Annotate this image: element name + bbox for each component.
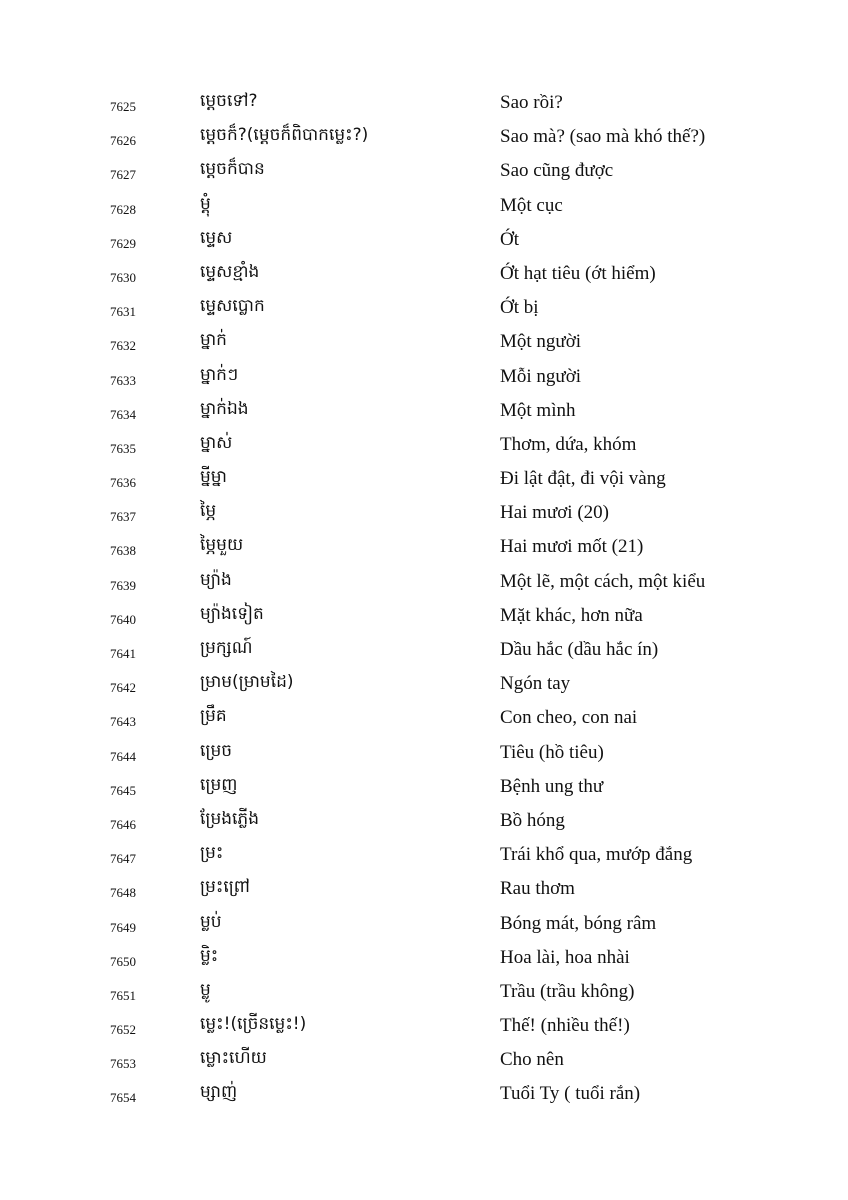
- khmer-term: ម្ទេស: [200, 227, 233, 248]
- vietnamese-translation: Trái khổ qua, mướp đắng: [500, 844, 693, 866]
- entry-number: 7631: [110, 304, 136, 320]
- entry-number: 7653: [110, 1056, 136, 1072]
- vietnamese-translation: Con cheo, con nai: [500, 707, 638, 729]
- entry-number: 7643: [110, 714, 136, 730]
- list-item: [0, 566, 848, 600]
- list-item: [0, 839, 848, 873]
- khmer-term: ម្នាក់ឯង: [200, 398, 249, 419]
- entry-list: [0, 87, 848, 1113]
- vietnamese-translation: Ớt bị: [500, 297, 539, 319]
- list-item: [0, 873, 848, 907]
- entry-number: 7635: [110, 440, 136, 456]
- vietnamese-translation: Tiêu (hồ tiêu): [500, 741, 604, 763]
- vietnamese-translation: Ớt: [500, 228, 519, 250]
- entry-number: 7642: [110, 680, 136, 696]
- vietnamese-translation: Mặt khác, hơn nữa: [500, 604, 643, 626]
- entry-number: 7644: [110, 748, 136, 764]
- khmer-term: ម្នាស់: [200, 432, 233, 453]
- vietnamese-translation: Rau thơm: [500, 878, 575, 900]
- entry-number: 7625: [110, 99, 136, 114]
- vietnamese-translation: Ngón tay: [500, 673, 571, 695]
- list-item: [0, 292, 848, 326]
- list-item: [0, 531, 848, 565]
- entry-number: 7650: [110, 953, 136, 969]
- khmer-term: ម្រះព្រៅ: [200, 877, 250, 898]
- khmer-term: ម្លោះហើយ: [200, 1048, 267, 1069]
- entry-number: 7649: [110, 919, 136, 935]
- khmer-term: ម្រះ: [200, 843, 224, 864]
- vietnamese-translation: Sao rồi?: [500, 92, 563, 113]
- vietnamese-translation: Thế! (nhiều thế!): [500, 1015, 630, 1037]
- entry-number: 7647: [110, 851, 136, 867]
- vietnamese-translation: Một mình: [500, 399, 576, 421]
- list-item: [0, 497, 848, 531]
- list-item: [0, 771, 848, 805]
- entry-number: 7639: [110, 577, 136, 593]
- list-item: [0, 737, 848, 771]
- list-item: [0, 190, 848, 224]
- list-item: [0, 976, 848, 1010]
- vietnamese-translation: Một cục: [500, 194, 563, 216]
- vietnamese-translation: Bệnh ung thư: [500, 775, 604, 797]
- vietnamese-translation: Trầu (trầu không): [500, 980, 635, 1002]
- list-item: [0, 326, 848, 360]
- khmer-term: ម្សាញ់: [200, 1082, 238, 1103]
- list-item: [0, 702, 848, 736]
- khmer-term: ម្រេញ: [200, 774, 238, 795]
- vietnamese-translation: Ớt hạt tiêu (ớt hiểm): [500, 262, 656, 284]
- vietnamese-translation: Một lẽ, một cách, một kiểu: [500, 570, 706, 592]
- entry-number: 7626: [110, 133, 136, 149]
- list-item: [0, 1078, 848, 1112]
- entry-number: 7637: [110, 509, 136, 525]
- list-item: [0, 634, 848, 668]
- entry-number: 7641: [110, 646, 136, 661]
- entry-number: 7648: [110, 885, 136, 901]
- vietnamese-translation: Hoa lài, hoa nhài: [500, 946, 630, 968]
- list-item: [0, 1010, 848, 1044]
- vietnamese-translation: Một người: [500, 331, 582, 353]
- khmer-term: ម្ទេសប្លោក: [200, 296, 265, 317]
- entry-number: 7628: [110, 201, 136, 217]
- khmer-term: ម្លូ: [200, 979, 211, 1000]
- khmer-term: ម្ភៃ: [200, 501, 217, 522]
- entry-number: 7638: [110, 543, 136, 559]
- vietnamese-translation: Mỗi người: [500, 365, 582, 387]
- vietnamese-translation: Tuổi Ty ( tuổi rắn): [500, 1083, 641, 1105]
- vietnamese-translation: Cho nên: [500, 1049, 564, 1071]
- list-item: [0, 805, 848, 839]
- khmer-term: ម្យ៉ាងទៀត: [200, 603, 264, 624]
- entry-number: 7627: [110, 167, 136, 183]
- list-item: [0, 121, 848, 155]
- khmer-term: ម្លេះ!(ច្រើនម្លេះ!): [200, 1014, 307, 1035]
- entry-number: 7634: [110, 406, 136, 422]
- entry-number: 7646: [110, 816, 136, 832]
- khmer-term: ម្ភៃមួយ: [200, 535, 244, 556]
- entry-number: 7640: [110, 611, 136, 627]
- entry-number: 7629: [110, 235, 136, 251]
- list-item: [0, 668, 848, 702]
- list-item: [0, 395, 848, 429]
- vietnamese-translation: Sao cũng được: [500, 160, 614, 182]
- khmer-term: ម្នាក់: [200, 330, 227, 351]
- entry-number: 7654: [110, 1090, 136, 1106]
- khmer-term: ម្ទេសខ្មាំង: [200, 261, 260, 282]
- list-item: [0, 155, 848, 189]
- list-item: [0, 87, 848, 121]
- list-item: [0, 1044, 848, 1078]
- list-item: [0, 224, 848, 258]
- khmer-term: ម្យ៉ាង: [200, 569, 232, 590]
- entry-number: 7630: [110, 269, 136, 285]
- vietnamese-translation: Dầu hắc (dầu hắc ín): [500, 639, 659, 660]
- list-item: [0, 942, 848, 976]
- vietnamese-translation: Hai mươi (20): [500, 502, 609, 524]
- entry-number: 7636: [110, 475, 136, 491]
- khmer-term: ម្នាក់ៗ: [200, 364, 239, 385]
- khmer-term: ម្រឹគ: [200, 706, 227, 727]
- list-item: [0, 600, 848, 634]
- khmer-term: ម្នីម្នា: [200, 467, 227, 488]
- entry-number: 7651: [110, 987, 136, 1003]
- list-item: [0, 361, 848, 395]
- list-item: [0, 463, 848, 497]
- list-item: [0, 258, 848, 292]
- khmer-term: ម្រេច: [200, 740, 233, 761]
- vietnamese-translation: Bóng mát, bóng râm: [500, 912, 657, 934]
- list-item: [0, 429, 848, 463]
- vietnamese-translation: Thơm, dứa, khóm: [500, 433, 637, 455]
- entry-number: 7632: [110, 338, 136, 354]
- vietnamese-translation: Sao mà? (sao mà khó thế?): [500, 126, 706, 148]
- vietnamese-translation: Bồ hóng: [500, 809, 565, 831]
- list-item: [0, 908, 848, 942]
- khmer-term: ម្ដុំ: [200, 193, 211, 214]
- khmer-term: ម្រក្សណ៍: [200, 638, 253, 658]
- entry-number: 7652: [110, 1022, 136, 1038]
- khmer-term: ម្តេចក៏?(ម្តេចក៏ពិបាកម្លេះ?): [200, 125, 369, 146]
- entry-number: 7645: [110, 782, 136, 798]
- entry-number: 7633: [110, 372, 136, 388]
- khmer-term: ម្រាម(ម្រាមដៃ): [200, 672, 294, 693]
- khmer-term: ម្លិះ: [200, 945, 219, 966]
- khmer-term: ម្តេចទៅ?: [200, 91, 258, 111]
- khmer-term: ម្រែងភ្លើង: [200, 808, 260, 829]
- khmer-term: ម្លប់: [200, 911, 222, 932]
- vietnamese-translation: Đi lật đật, đi vội vàng: [500, 468, 666, 490]
- khmer-term: ម្តេចក៏បាន: [200, 159, 265, 180]
- vietnamese-translation: Hai mươi mốt (21): [500, 536, 644, 558]
